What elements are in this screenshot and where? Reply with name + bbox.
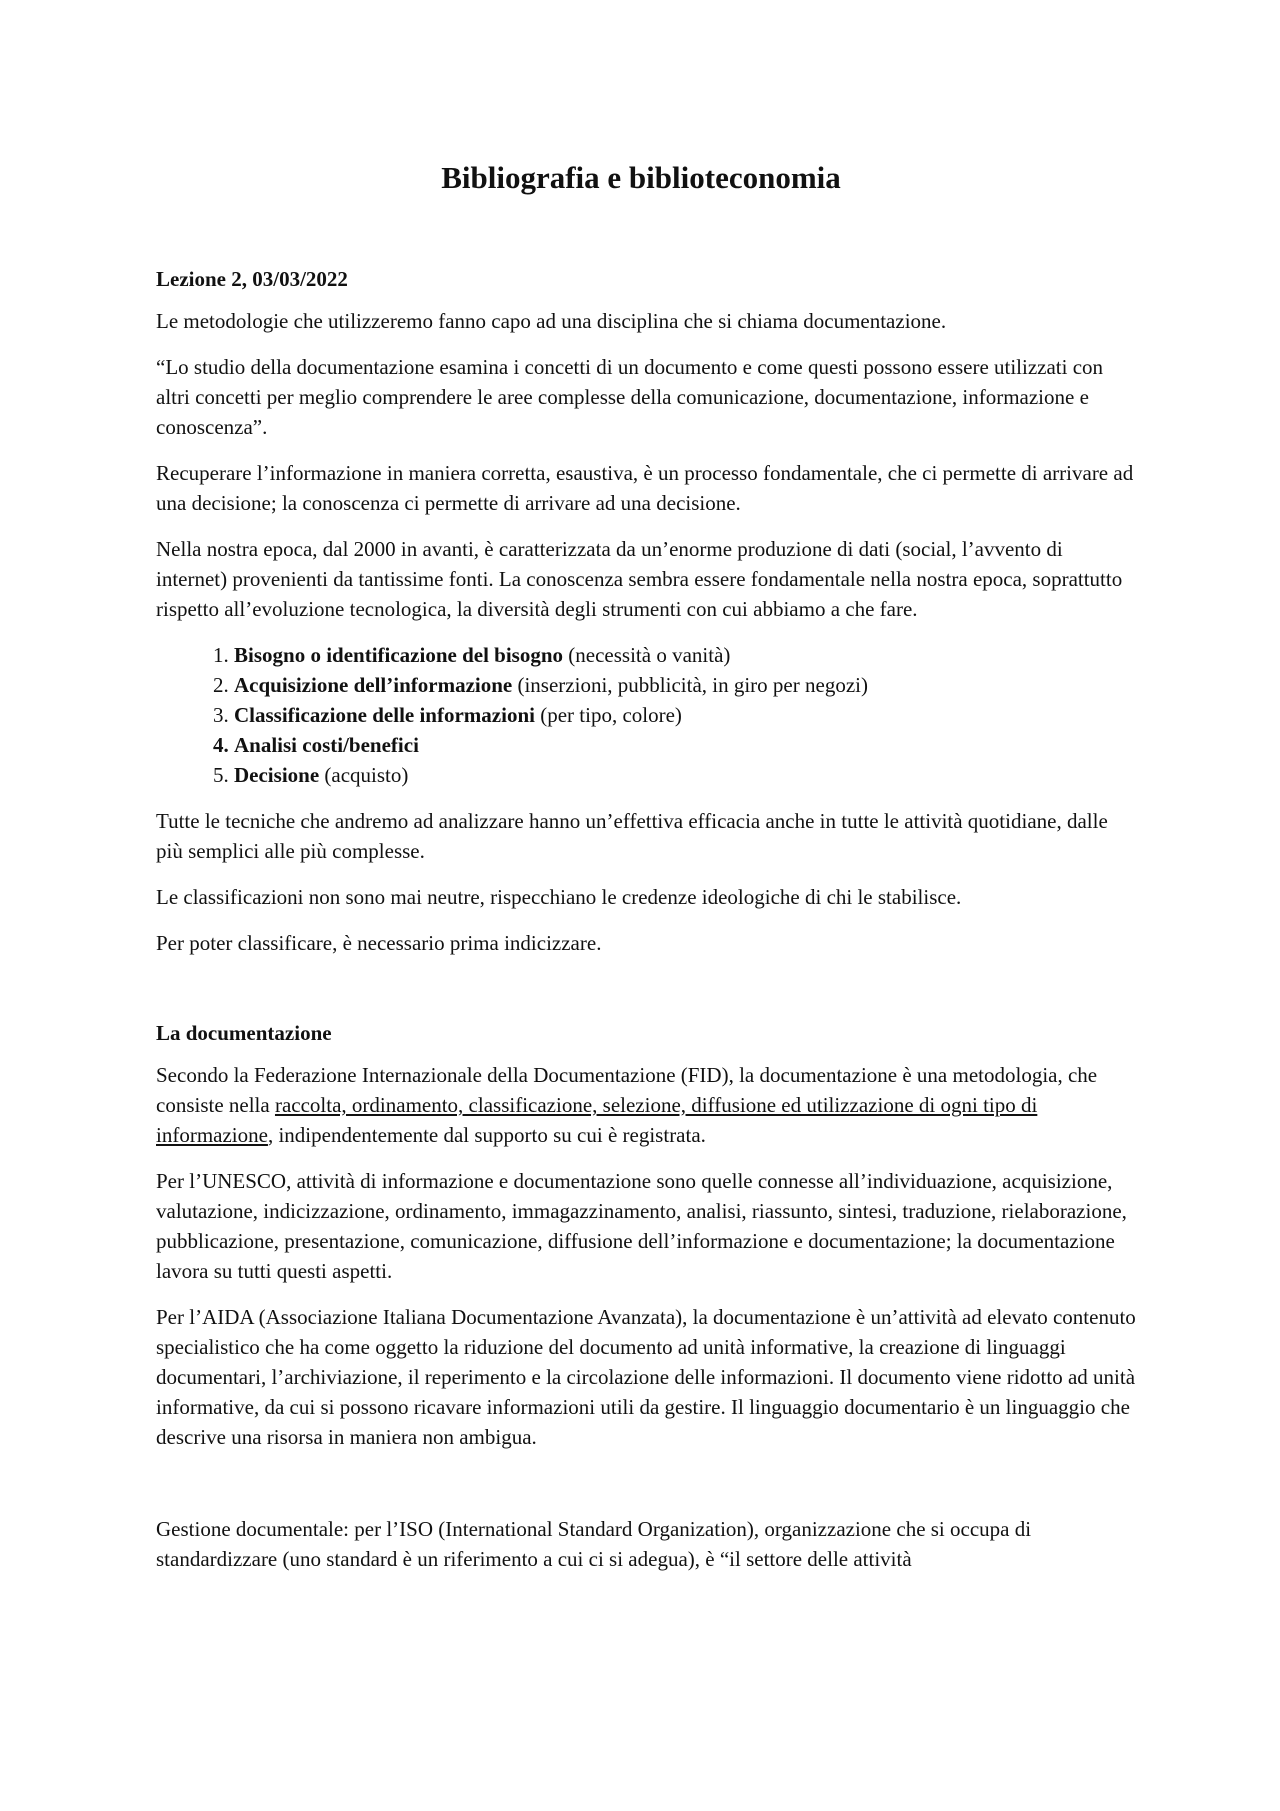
paragraph-after-list-1: Tutte le tecniche che andremo ad analizzare hanno un’effettiva efficacia anche in tutte le attività quotidiane, dalle più semplici alle più complesse. [156, 809, 1108, 863]
section-heading: La documentazione [156, 1021, 332, 1045]
list-item [234, 760, 1136, 790]
lesson-heading: Lezione 2, 03/03/2022 [156, 267, 348, 291]
list-item [234, 670, 1136, 700]
paragraph-intro-1: Le metodologie che utilizzeremo fanno capo ad una disciplina che si chiama documentazione. [156, 309, 947, 333]
list-item-bold: Bisogno o identificazione del bisogno [234, 643, 564, 667]
document-page [156, 150, 1136, 1590]
list-item-text: (per tipo, colore) [534, 703, 682, 727]
paragraph-aida: Per l’AIDA (Associazione Italiana Documentazione Avanzata), la documentazione è un’attività ad elevato contenuto specialistico che ha come oggetto la riduzione del documento ad unità informative, la creazione di linguaggi documentari, l’archiviazione, il reperimento e la circolazione delle informazioni. Il documento viene ridotto ad unità informative, da cui si possono ricavare informazioni utili da gestire. Il linguaggio documentario è un linguaggio che descrive una risorsa in maniera non ambigua. [156, 1305, 1136, 1449]
list-item [234, 700, 1136, 730]
paragraph-intro-2: “Lo studio della documentazione esamina i concetti di un documento e come questi possono essere utilizzati con altri concetti per meglio comprendere le aree complesse della comunicazione, documentazione, informazione e conoscenza”. [156, 355, 1104, 439]
fid-text-before: Secondo la Federazione Internazionale della Documentazione (FID), la documentazione è una metodologia, che consiste nella [156, 1063, 1098, 1117]
list-item-text: (inserzioni, pubblicità, in giro per negozi) [512, 673, 868, 697]
list-item-text: (acquisto) [319, 763, 409, 787]
list-item-bold: Decisione [234, 763, 320, 787]
list-item-bold: Acquisizione dell’informazione [234, 673, 513, 697]
paragraph-intro-4: Nella nostra epoca, dal 2000 in avanti, è caratterizzata da un’enorme produzione di dati (social, l’avvento di internet) provenienti da tantissime fonti. La conoscenza sembra essere fondamentale nella nostra epoca, soprattutto rispetto all’evoluzione tecnologica, la diversità degli strumenti con cui abbiamo a che fare. [156, 537, 1123, 621]
document-title: Bibliografia e biblioteconomia [441, 160, 841, 195]
list-item-text: (necessità o vanità) [563, 643, 731, 667]
paragraph-after-list-3: Per poter classificare, è necessario prima indicizzare. [156, 931, 602, 955]
list-item [234, 640, 1136, 670]
paragraph-after-list-2: Le classificazioni non sono mai neutre, rispecchiano le credenze ideologiche di chi le stabilisce. [156, 885, 962, 909]
decision-steps-list [156, 640, 1136, 790]
paragraph-unesco: Per l’UNESCO, attività di informazione e documentazione sono quelle connesse all’individuazione, acquisizione, valutazione, indicizzazione, ordinamento, immagazzinamento, analisi, riassunto, sintesi, traduzione, rielaborazione, pubblicazione, presentazione, comunicazione, diffusione dell’informazione e documentazione; la documentazione lavora su tutti questi aspetti. [156, 1169, 1127, 1283]
fid-underlined-text: raccolta, ordinamento, classificazione, selezione, diffusione ed utilizzazione di ogni tipo di informazione [156, 1093, 1038, 1147]
list-item-bold: Analisi costi/benefici [234, 733, 419, 757]
list-item [234, 730, 1136, 760]
paragraph-fid [156, 1060, 1136, 1150]
list-item-bold: Classificazione delle informazioni [234, 703, 535, 727]
paragraph-intro-3: Recuperare l’informazione in maniera corretta, esaustiva, è un processo fondamentale, che ci permette di arrivare ad una decisione; la conoscenza ci permette di arrivare ad una decisione. [156, 461, 1134, 515]
fid-text-after: , indipendentemente dal supporto su cui è registrata. [267, 1123, 706, 1147]
paragraph-iso: Gestione documentale: per l’ISO (International Standard Organization), organizzazione che si occupa di standardizzare (uno standard è un riferimento a cui ci si adegua), è “il settore delle attività [156, 1517, 1032, 1571]
